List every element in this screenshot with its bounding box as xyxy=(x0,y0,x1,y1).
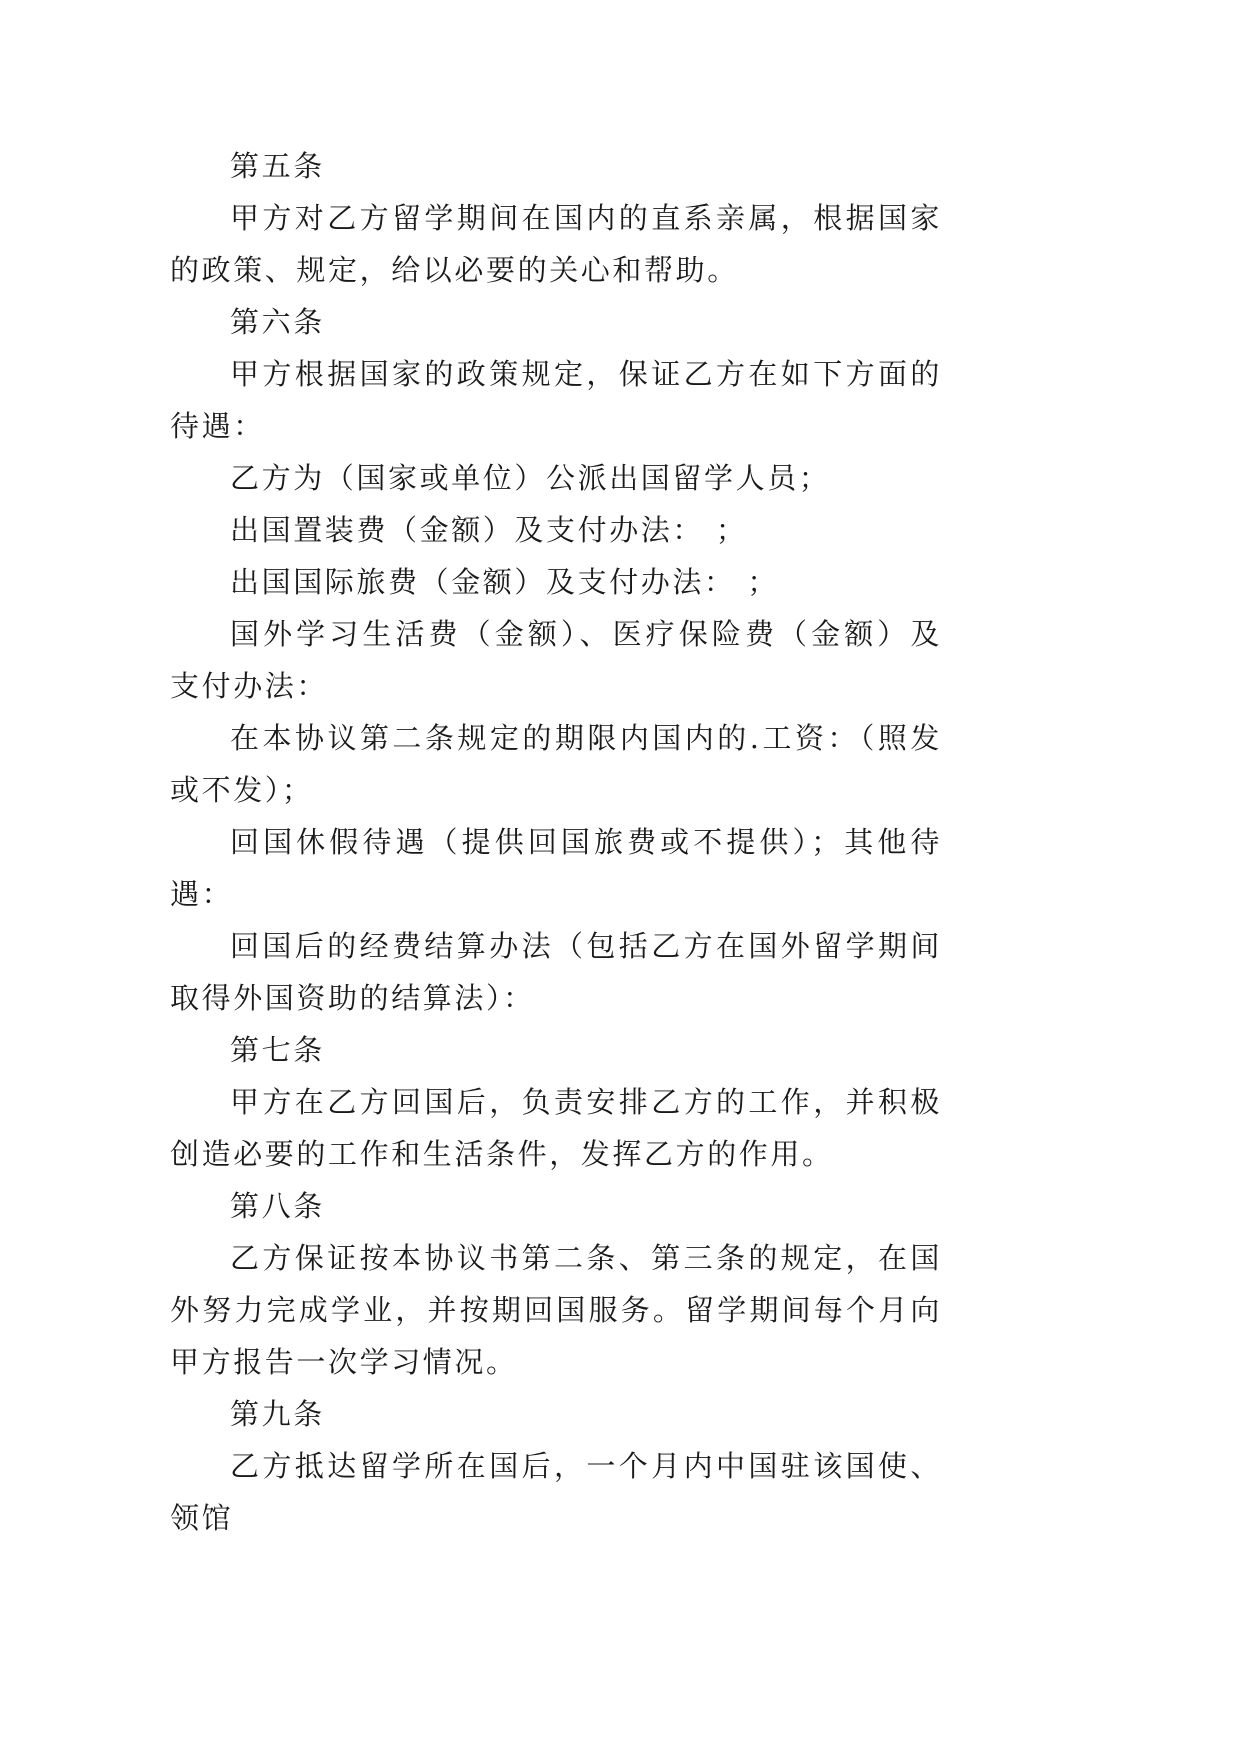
article-heading-9: 第九条 xyxy=(230,1397,325,1431)
article-6-item-home-leave: 回国休假待遇（提供回国旅费或不提供）；其他待遇： xyxy=(170,825,942,911)
article-6-item-travel-fee: 出国国际旅费（金额）及支付办法： ； xyxy=(230,565,780,599)
article-6-item-clothing-fee: 出国置装费（金额）及支付办法： ； xyxy=(230,513,748,547)
article-6-intro: 甲方根据国家的政策规定，保证乙方在如下方面的待遇： xyxy=(170,357,942,443)
article-6-item-living-fee: 国外学习生活费（金额）、医疗保险费（金额）及支付办法： xyxy=(170,617,942,703)
article-7-text: 甲方在乙方回国后，负责安排乙方的工作，并积极创造必要的工作和生活条件，发挥乙方的作用。 xyxy=(170,1085,942,1171)
article-heading-5: 第五条 xyxy=(230,149,325,183)
article-heading-7: 第七条 xyxy=(230,1033,325,1067)
article-6-item-settlement: 回国后的经费结算办法（包括乙方在国外留学期间取得外国资助的结算法）： xyxy=(170,929,942,1015)
article-6-item-status: 乙方为（国家或单位）公派出国留学人员； xyxy=(230,461,831,495)
article-6-item-salary: 在本协议第二条规定的期限内国内的.工资：（照发或不发）； xyxy=(170,721,942,807)
article-8-text: 乙方保证按本协议书第二条、第三条的规定，在国外努力完成学业，并按期回国服务。留学期间每个月向甲方报告一次学习情况。 xyxy=(170,1241,942,1379)
document-body xyxy=(170,140,942,1544)
article-5-text: 甲方对乙方留学期间在国内的直系亲属，根据国家的政策、规定，给以必要的关心和帮助。 xyxy=(170,201,942,287)
article-heading-8: 第八条 xyxy=(230,1189,325,1223)
article-9-text: 乙方抵达留学所在国后，一个月内中国驻该国使、领馆 xyxy=(170,1449,942,1535)
article-heading-6: 第六条 xyxy=(230,305,325,339)
